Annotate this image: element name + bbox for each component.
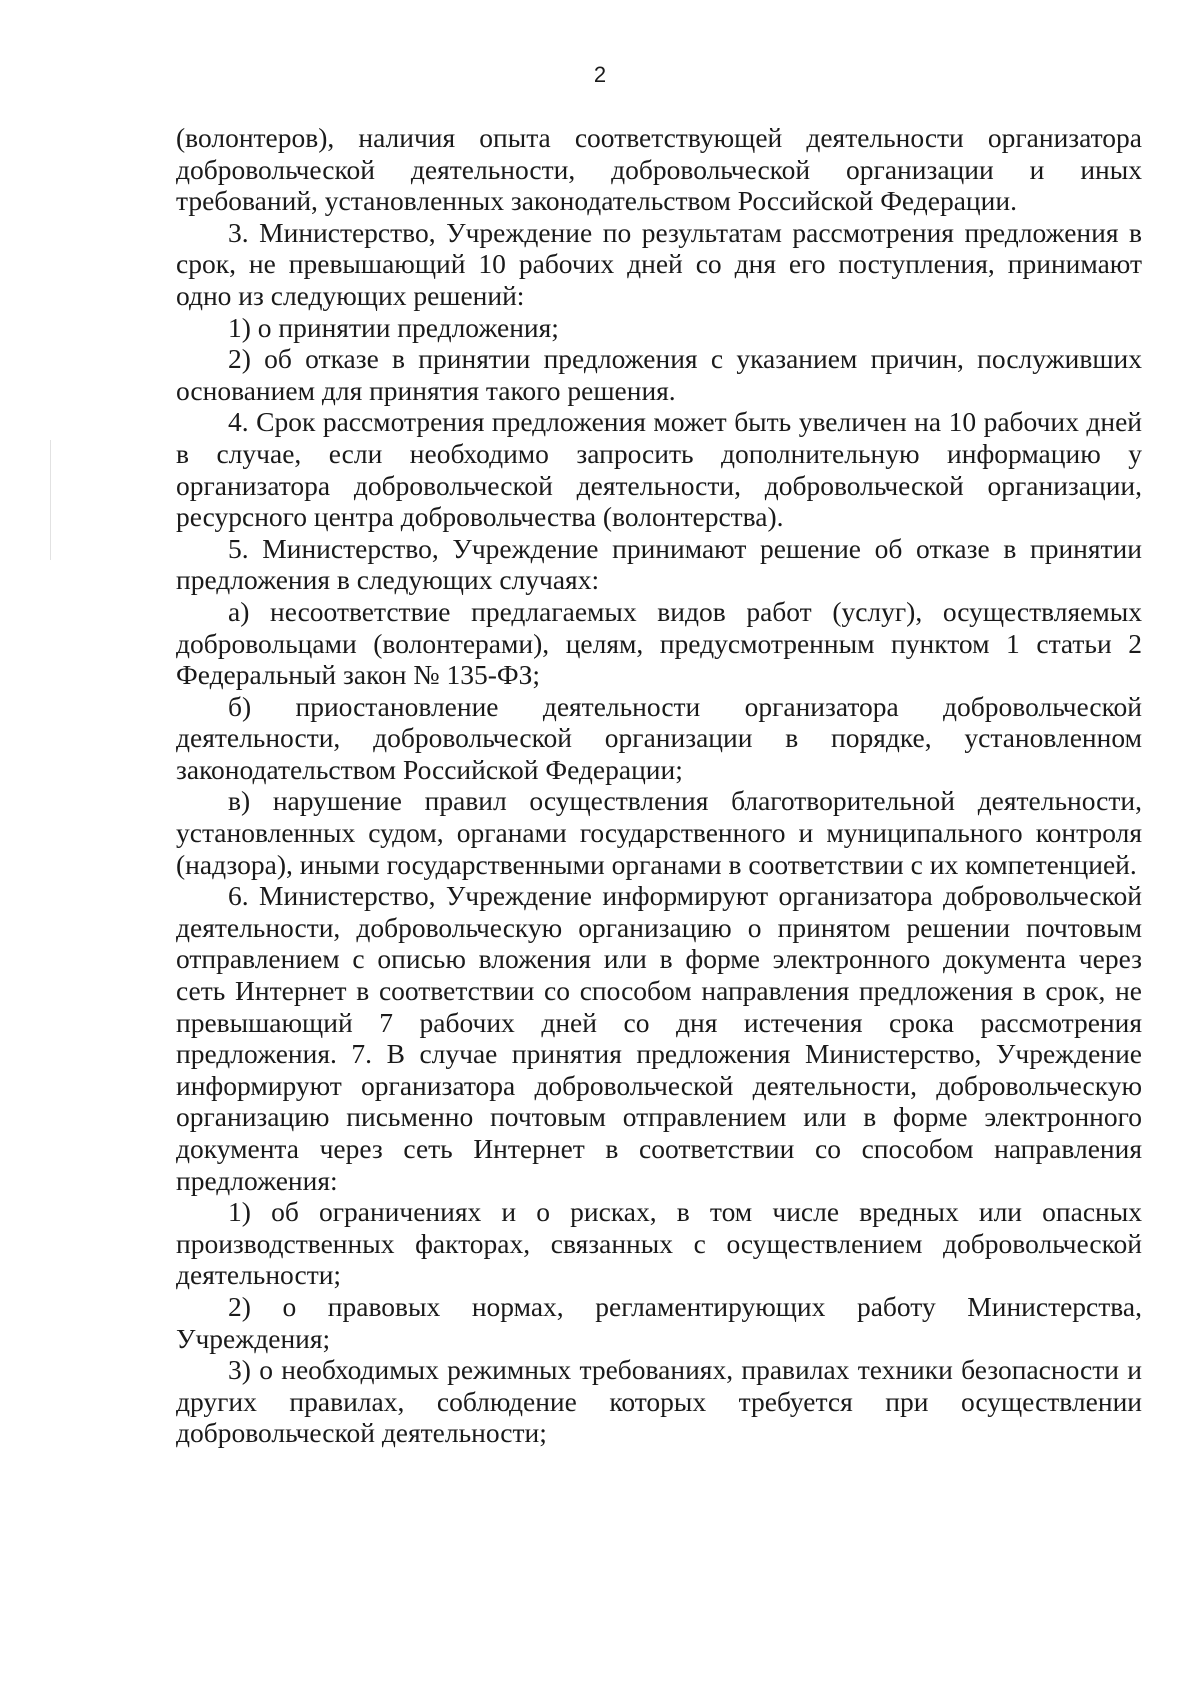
paragraph-subitem-3-requirements: 3) о необходимых режимных требованиях, правилах техники безопасности и других правилах, соблюдение которых требуется при осуществлении добровольческой деятельности;: [176, 1354, 1142, 1449]
paragraph-item-6-7: 6. Министерство, Учреждение информируют организатора добровольческой деятельности, добровольческую организацию о принятом решении почтовым отправлением с описью вложения или в форме электронного документа через сеть Интернет в соответствии со способом направления предложения в срок, не превышающий 7 рабочих дней со дня истечения срока рассмотрения предложения. 7. В случае принятия предложения Министерство, Учреждение информируют организатора добровольческой деятельности, добровольческую организацию письменно почтовым отправлением или в форме электронного документа через сеть Интернет в соответствии со способом направления предложения:: [176, 880, 1142, 1196]
paragraph-subitem-b: б) приостановление деятельности организатора добровольческой деятельности, добровольческой организации в порядке, установленном законодательством Российской Федерации;: [176, 690, 1142, 785]
paragraph-item-3: 3. Министерство, Учреждение по результатам рассмотрения предложения в срок, не превышающий 10 рабочих дней со дня его поступления, принимают одно из следующих решений:: [176, 216, 1142, 311]
paragraph-item-4: 4. Срок рассмотрения предложения может быть увеличен на 10 рабочих дней в случае, если необходимо запросить дополнительную информацию у организатора добровольческой деятельности, добровольческой организации, ресурсного центра добровольчества (волонтерства).: [176, 406, 1142, 533]
paragraph-subitem-v: в) нарушение правил осуществления благотворительной деятельности, установленных судом, органами государственного и муниципального контроля (надзора), иными государственными органами в соответствии с их компетенцией.: [176, 785, 1142, 880]
paragraph-item-5: 5. Министерство, Учреждение принимают решение об отказе в принятии предложения в следующих случаях:: [176, 532, 1142, 596]
paragraph-subitem-1-risks: 1) об ограничениях и о рисках, в том числе вредных или опасных производственных факторах, связанных с осуществлением добровольческой деятельности;: [176, 1196, 1142, 1291]
paragraph-subitem-a: а) несоответствие предлагаемых видов работ (услуг), осуществляемых добровольцами (волонтерами), целям, предусмотренным пунктом 1 статьи 2 Федеральный закон № 135-ФЗ;: [176, 595, 1142, 691]
paragraph-subitem-1: 1) о принятии предложения;: [228, 311, 559, 343]
paragraph-subitem-2: 2) об отказе в принятии предложения с указанием причин, послуживших основанием для принятия такого решения.: [176, 343, 1142, 406]
scan-artifact-line: [50, 440, 51, 560]
document-body: [176, 122, 1142, 1449]
paragraph-subitem-2-norms: 2) о правовых нормах, регламентирующих работу Министерства, Учреждения;: [176, 1290, 1142, 1354]
page-number: 2: [593, 62, 607, 87]
paragraph-continuation: (волонтеров), наличия опыта соответствующей деятельности организатора добровольческой деятельности, добровольческой организации и иных требований, установленных законодательством Российской Федерации.: [176, 122, 1142, 217]
